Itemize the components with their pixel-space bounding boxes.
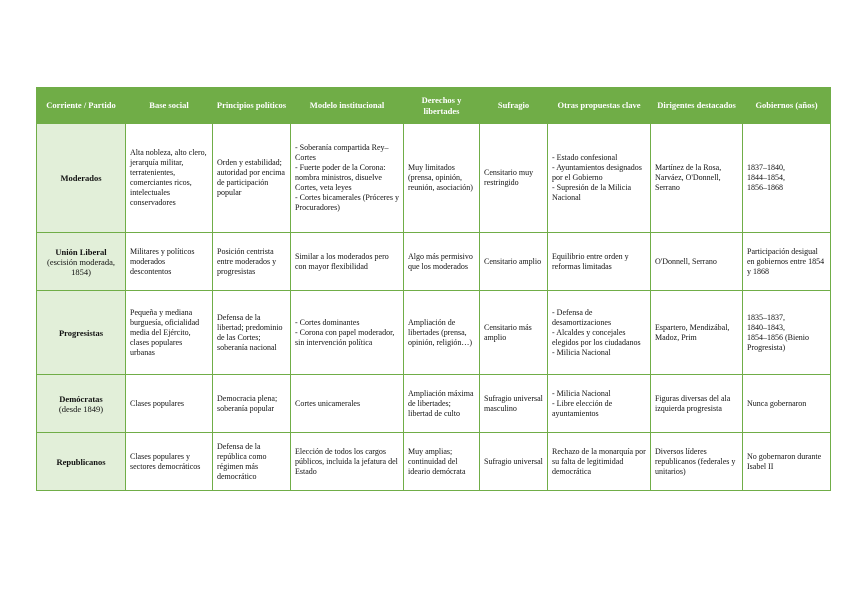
leaders-cell: Espartero, Mendizábal, Madoz, Prim <box>651 291 743 375</box>
party-subtitle: (escisión moderada, 1854) <box>47 256 115 277</box>
model-line: Elección de todos los cargos públicos, incluida la jefatura del Estado <box>295 446 398 476</box>
proposal-line: - Alcaldes y concejales elegidos por los ciudadanos <box>552 327 641 347</box>
base-social-cell: Clases populares y sectores democráticos <box>126 433 213 491</box>
leaders-cell: Diversos líderes republicanos (federales y unitarios) <box>651 433 743 491</box>
party-name: Demócratas <box>59 393 103 404</box>
table-row <box>37 375 831 433</box>
government-line: No gobernaron durante Isabel II <box>747 451 822 471</box>
principles-cell: Defensa de la libertad; predominio de las Cortes; soberanía nacional <box>213 291 291 375</box>
header-row <box>37 88 831 124</box>
suffrage-cell: Censitario más amplio <box>480 291 548 375</box>
model-line: - Soberanía compartida Rey–Cortes <box>295 143 389 162</box>
governments-cell <box>743 124 831 233</box>
header-cell: Corriente / Partido <box>37 88 126 124</box>
principles-cell: Posición centrista entre moderados y progresistas <box>213 233 291 291</box>
party-name: Unión Liberal <box>55 246 107 257</box>
proposal-line: - Milicia Nacional <box>552 347 611 357</box>
proposal-line: - Libre elección de ayuntamientos <box>552 398 613 418</box>
leaders-cell: O'Donnell, Serrano <box>651 233 743 291</box>
government-line: Participación desigual en gobiernos entre 1854 y 1868 <box>747 246 825 276</box>
government-line: 1837–1840, <box>747 163 785 172</box>
party-subtitle: (desde 1849) <box>58 403 104 414</box>
model-line: Cortes unicamerales <box>295 398 361 408</box>
base-social-cell: Militares y políticos moderados descontentos <box>126 233 213 291</box>
institutional-model-cell <box>291 124 404 233</box>
proposal-line: - Supresión de la Milicia Nacional <box>552 183 632 202</box>
rights-cell: Ampliación de libertades (prensa, opinión, religión…) <box>404 291 480 375</box>
suffrage-cell: Censitario amplio <box>480 233 548 291</box>
institutional-model-cell <box>291 291 404 375</box>
table-row <box>37 124 831 233</box>
leaders-cell: Figuras diversas del ala izquierda progresista <box>651 375 743 433</box>
principles-cell: Orden y estabilidad; autoridad por encima de participación popular <box>213 124 291 233</box>
rights-cell: Algo más permisivo que los moderados <box>404 233 480 291</box>
principles-cell: Defensa de la república como régimen más democrático <box>213 433 291 491</box>
party-name: Republicanos <box>56 456 106 467</box>
base-social-cell: Clases populares <box>126 375 213 433</box>
parties-table <box>36 87 831 491</box>
governments-cell <box>743 375 831 433</box>
governments-cell <box>743 291 831 375</box>
table-row <box>37 291 831 375</box>
party-name-cell <box>37 433 126 491</box>
header-cell: Modelo institucional <box>291 88 404 124</box>
party-name-cell <box>37 375 126 433</box>
model-line: - Cortes bicamerales (Próceres y Procuradores) <box>295 193 399 212</box>
suffrage-cell: Censitario muy restringido <box>480 124 548 233</box>
other-proposals-cell <box>548 233 651 291</box>
other-proposals-cell <box>548 291 651 375</box>
header-cell: Dirigentes destacados <box>651 88 743 124</box>
institutional-model-cell <box>291 375 404 433</box>
header-cell: Base social <box>126 88 213 124</box>
other-proposals-cell <box>548 124 651 233</box>
model-line: - Fuerte poder de la Corona: nombra ministros, disuelve Cortes, veta leyes <box>295 163 386 192</box>
base-social-cell: Alta nobleza, alto clero, jerarquía militar, terratenientes, comerciantes ricos, intelectuales conservadores <box>126 124 213 233</box>
government-line: 1840–1843, <box>747 322 785 332</box>
header-cell: Derechos y libertades <box>404 88 480 124</box>
header-cell: Sufragio <box>480 88 548 124</box>
model-line: - Cortes dominantes <box>295 317 360 327</box>
government-line: 1854–1856 (Bienio Progresista) <box>747 332 809 352</box>
header-cell: Principios políticos <box>213 88 291 124</box>
table-row <box>37 233 831 291</box>
proposal-line: - Milicia Nacional <box>552 388 611 398</box>
party-name-cell <box>37 291 126 375</box>
institutional-model-cell <box>291 233 404 291</box>
party-name: Progresistas <box>58 327 104 338</box>
rights-cell: Muy amplias; continuidad del ideario demócrata <box>404 433 480 491</box>
other-proposals-cell <box>548 433 651 491</box>
proposal-line: Equilibrio entre orden y reformas limitadas <box>552 251 629 271</box>
government-line: Nunca gobernaron <box>747 398 807 408</box>
header-cell: Gobiernos (años) <box>743 88 831 124</box>
rights-cell: Muy limitados (prensa, opinión, reunión, asociación) <box>404 124 480 233</box>
government-line: 1844–1854, <box>747 173 785 182</box>
rights-cell: Ampliación máxima de libertades; libertad de culto <box>404 375 480 433</box>
proposal-line: - Defensa de desamortizaciones <box>552 307 612 327</box>
government-line: 1835–1837, <box>747 312 785 322</box>
proposal-line: - Ayuntamientos designados por el Gobierno <box>552 163 642 182</box>
party-name-cell <box>37 124 126 233</box>
model-line: - Corona con papel moderador, sin intervención política <box>295 327 395 347</box>
leaders-cell: Martínez de la Rosa, Narváez, O'Donnell, Serrano <box>651 124 743 233</box>
table-row <box>37 433 831 491</box>
principles-cell: Democracia plena; soberanía popular <box>213 375 291 433</box>
suffrage-cell: Sufragio universal masculino <box>480 375 548 433</box>
model-line: Similar a los moderados pero con mayor flexibilidad <box>295 251 389 271</box>
other-proposals-cell <box>548 375 651 433</box>
party-name-cell <box>37 233 126 291</box>
proposal-line: Rechazo de la monarquía por su falta de legitimidad democrática <box>552 446 646 476</box>
governments-cell <box>743 433 831 491</box>
institutional-model-cell <box>291 433 404 491</box>
proposal-line: - Estado confesional <box>552 153 618 162</box>
base-social-cell: Pequeña y mediana burguesía, oficialidad media del Ejército, clases populares urbanas <box>126 291 213 375</box>
header-cell: Otras propuestas clave <box>548 88 651 124</box>
party-name: Moderados <box>60 173 102 183</box>
government-line: 1856–1868 <box>747 183 783 192</box>
governments-cell <box>743 233 831 291</box>
suffrage-cell: Sufragio universal <box>480 433 548 491</box>
